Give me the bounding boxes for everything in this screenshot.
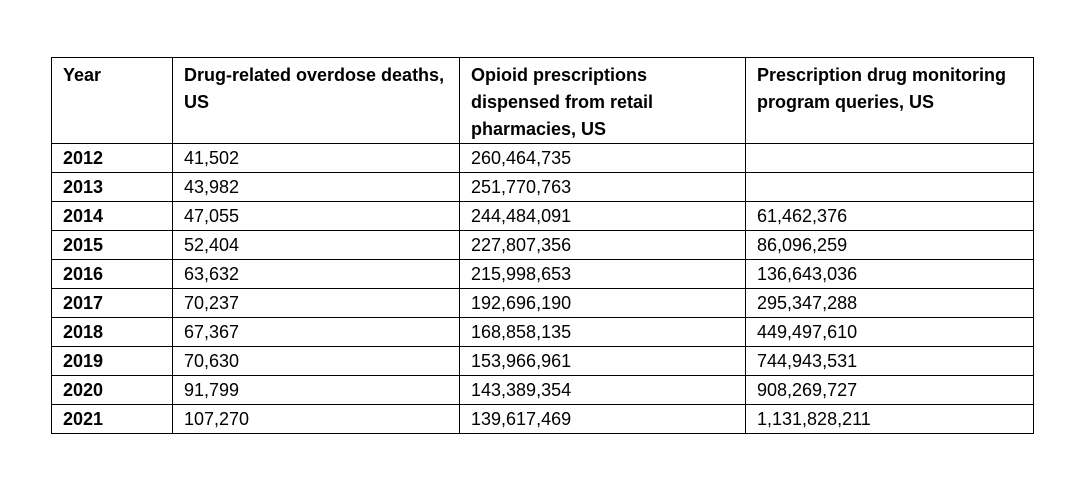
- cell-overdose-deaths: 91,799: [173, 376, 460, 405]
- cell-opioid-prescriptions: 143,389,354: [460, 376, 746, 405]
- table-row: [52, 376, 1034, 405]
- cell-year: 2017: [52, 289, 173, 318]
- cell-year: 2019: [52, 347, 173, 376]
- header-year: Year: [52, 58, 173, 144]
- table-row: [52, 347, 1034, 376]
- data-table-container: [51, 57, 1034, 434]
- cell-pdmp-queries: [746, 173, 1034, 202]
- cell-year: 2012: [52, 144, 173, 173]
- table-header-row: [52, 58, 1034, 144]
- cell-overdose-deaths: 47,055: [173, 202, 460, 231]
- cell-year: 2014: [52, 202, 173, 231]
- cell-opioid-prescriptions: 244,484,091: [460, 202, 746, 231]
- cell-overdose-deaths: 41,502: [173, 144, 460, 173]
- cell-pdmp-queries: 1,131,828,211: [746, 405, 1034, 434]
- cell-opioid-prescriptions: 168,858,135: [460, 318, 746, 347]
- cell-year: 2020: [52, 376, 173, 405]
- cell-pdmp-queries: 295,347,288: [746, 289, 1034, 318]
- overdose-prescriptions-table: [51, 57, 1034, 434]
- cell-year: 2013: [52, 173, 173, 202]
- cell-opioid-prescriptions: 251,770,763: [460, 173, 746, 202]
- cell-opioid-prescriptions: 227,807,356: [460, 231, 746, 260]
- cell-year: 2015: [52, 231, 173, 260]
- cell-overdose-deaths: 52,404: [173, 231, 460, 260]
- cell-year: 2018: [52, 318, 173, 347]
- table-row: [52, 289, 1034, 318]
- cell-overdose-deaths: 107,270: [173, 405, 460, 434]
- header-pdmp-queries: Prescription drug monitoring program queries, US: [746, 58, 1034, 144]
- table-row: [52, 144, 1034, 173]
- cell-opioid-prescriptions: 260,464,735: [460, 144, 746, 173]
- cell-opioid-prescriptions: 139,617,469: [460, 405, 746, 434]
- header-opioid-prescriptions: Opioid prescriptions dispensed from retail pharmacies, US: [460, 58, 746, 144]
- table-row: [52, 202, 1034, 231]
- table-row: [52, 260, 1034, 289]
- table-row: [52, 231, 1034, 260]
- table-row: [52, 173, 1034, 202]
- header-overdose-deaths: Drug-related overdose deaths, US: [173, 58, 460, 144]
- cell-pdmp-queries: 136,643,036: [746, 260, 1034, 289]
- cell-pdmp-queries: 449,497,610: [746, 318, 1034, 347]
- cell-pdmp-queries: 61,462,376: [746, 202, 1034, 231]
- cell-opioid-prescriptions: 192,696,190: [460, 289, 746, 318]
- cell-overdose-deaths: 43,982: [173, 173, 460, 202]
- cell-pdmp-queries: 908,269,727: [746, 376, 1034, 405]
- cell-year: 2016: [52, 260, 173, 289]
- cell-opioid-prescriptions: 153,966,961: [460, 347, 746, 376]
- cell-pdmp-queries: 744,943,531: [746, 347, 1034, 376]
- cell-opioid-prescriptions: 215,998,653: [460, 260, 746, 289]
- cell-pdmp-queries: 86,096,259: [746, 231, 1034, 260]
- cell-year: 2021: [52, 405, 173, 434]
- cell-overdose-deaths: 63,632: [173, 260, 460, 289]
- cell-overdose-deaths: 70,237: [173, 289, 460, 318]
- table-row: [52, 405, 1034, 434]
- cell-pdmp-queries: [746, 144, 1034, 173]
- table-row: [52, 318, 1034, 347]
- cell-overdose-deaths: 67,367: [173, 318, 460, 347]
- cell-overdose-deaths: 70,630: [173, 347, 460, 376]
